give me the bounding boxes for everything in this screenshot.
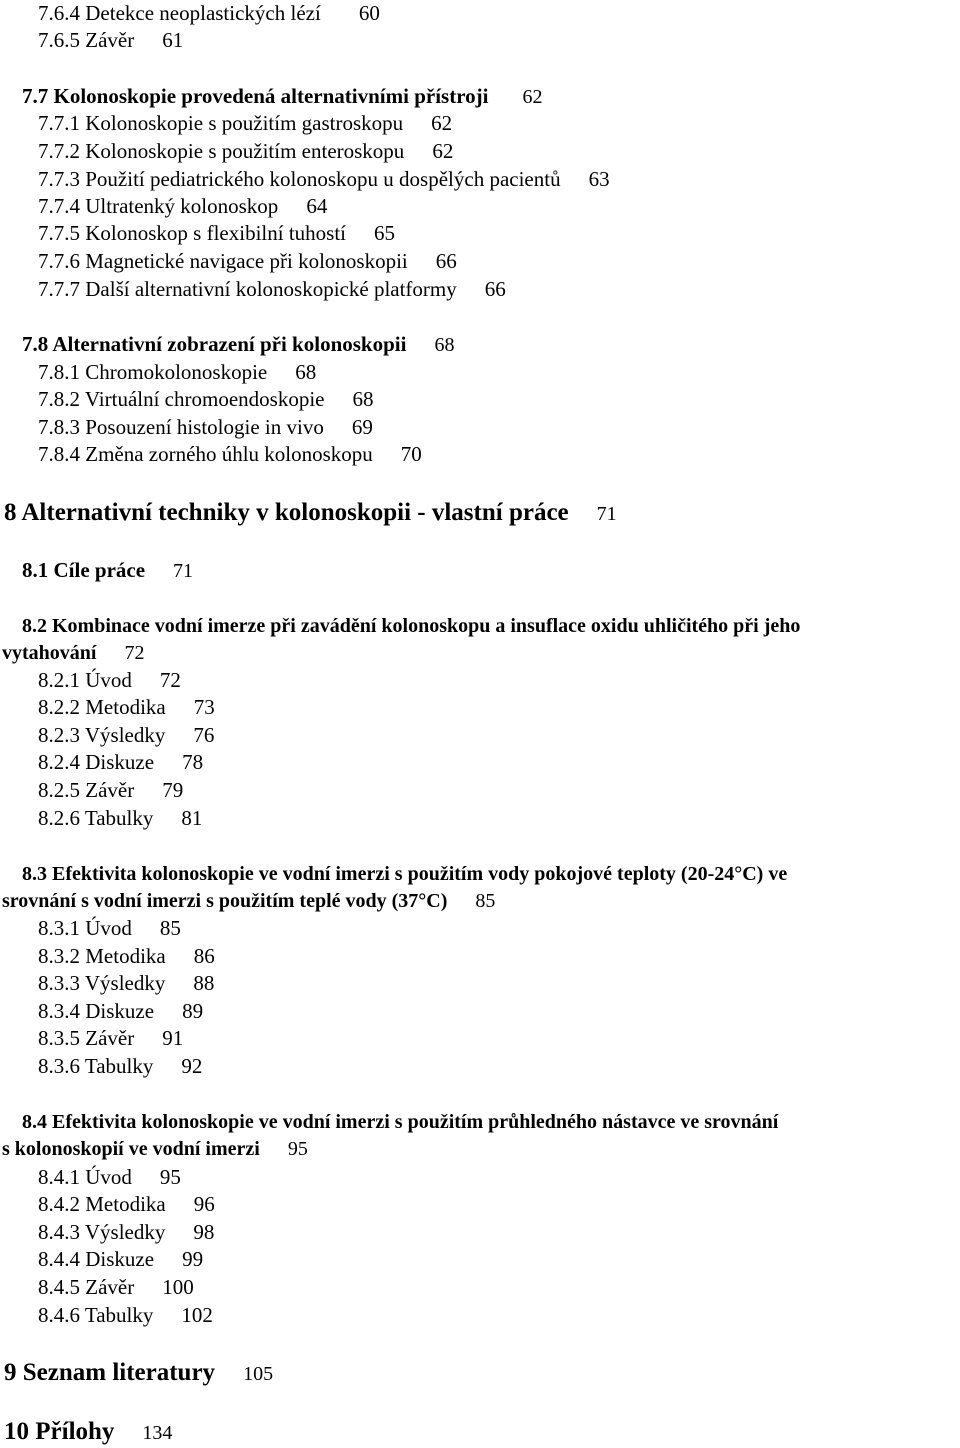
toc-number: 8.2.4 [38,750,80,774]
toc-title: Tabulky [84,1054,154,1078]
toc-entry-8-3-4[interactable] [38,1001,203,1022]
toc-entry-7-7-3[interactable] [38,169,610,190]
toc-entry-7-7-6[interactable] [38,251,457,272]
toc-title: Další alternativní kolonoskopické platformy [85,277,457,301]
toc-number: 7.7.7 [38,277,80,301]
toc-page: 72 [124,642,145,664]
toc-number: 7.6.5 [38,28,80,52]
toc-entry-8-4-5[interactable] [38,1277,194,1298]
toc-entry-8-3-3[interactable] [38,973,214,994]
toc-page: 85 [475,890,496,912]
toc-number: 7.8.4 [38,442,80,466]
toc-number: 8.4.6 [38,1303,80,1327]
toc-title-continued: vytahování [2,642,97,664]
toc-page: 134 [142,1422,173,1444]
toc-entry-8-4-1[interactable] [38,1167,181,1188]
toc-number: 7.8.2 [38,387,80,411]
toc-title: Závěr [85,28,135,52]
toc-entry-8-2-2[interactable] [38,697,215,718]
toc-entry-7-8[interactable] [22,334,454,355]
toc-number: 8.4.5 [38,1275,80,1299]
toc-title: Výsledky [84,1220,166,1244]
toc-page: 98 [193,1220,215,1244]
toc-title: Virtuální chromoendoskopie [84,387,325,411]
toc-page: 88 [193,971,215,995]
toc-entry-8-2-line1[interactable] [22,616,800,636]
toc-page: 95 [287,1138,308,1160]
toc-page: 76 [193,723,215,747]
toc-number: 8 [4,499,17,526]
toc-number: 8.3.3 [38,971,80,995]
toc-page: 72 [159,668,181,692]
toc-entry-8-3-1[interactable] [38,918,181,939]
toc-number: 8.4.3 [38,1220,80,1244]
toc-entry-8-3-6[interactable] [38,1056,202,1077]
toc-entry-8-2-line2[interactable] [2,643,144,663]
toc-title: Kolonoskopie s použitím gastroskopu [85,111,404,135]
toc-entry-7-6-4[interactable] [38,3,380,24]
toc-number: 7.8.1 [38,360,80,384]
toc-number: 8.3.1 [38,916,80,940]
toc-title: Kolonoskop s flexibilní tuhostí [85,221,347,245]
toc-entry-8-1[interactable] [22,560,193,581]
toc-page: 73 [193,695,215,719]
toc-title: Seznam literatury [22,1359,216,1386]
toc-entry-7-8-1[interactable] [38,362,316,383]
toc-page: 99 [182,1247,204,1271]
toc-number: 8.3.6 [38,1054,80,1078]
toc-entry-9[interactable] [4,1360,273,1385]
toc-number: 8.3.4 [38,999,80,1023]
toc-entry-8-2-5[interactable] [38,780,183,801]
toc-title: Použití pediatrického kolonoskopu u dospělých pacientů [85,167,561,191]
toc-title: Výsledky [84,971,166,995]
toc-entry-7-8-3[interactable] [38,417,373,438]
toc-page: 92 [181,1054,203,1078]
toc-number: 10 [4,1418,29,1445]
toc-page: 62 [431,111,453,135]
toc-title: Metodika [85,944,166,968]
toc-number: 8.4.2 [38,1192,80,1216]
toc-title: Efektivita kolonoskopie ve vodní imerzi s použitím průhledného nástavce ve srovnání [52,1111,779,1133]
toc-number: 8.3.5 [38,1026,80,1050]
toc-entry-8-3-line2[interactable] [2,891,495,911]
toc-number: 7.8.3 [38,415,80,439]
toc-number: 8.1 [22,558,49,582]
toc-page: 65 [374,221,396,245]
toc-title-continued: srovnání s vodní imerzi s použitím teplé vody (37°C) [2,890,448,912]
toc-entry-7-8-2[interactable] [38,389,373,410]
toc-entry-8-3-line1[interactable] [22,864,787,884]
toc-page: 64 [306,194,328,218]
toc-title: Závěr [85,1026,135,1050]
toc-page: 91 [162,1026,184,1050]
toc-entry-7-8-4[interactable] [38,444,422,465]
toc-page: 100 [162,1275,194,1299]
toc-entry-7-6-5[interactable] [38,30,183,51]
toc-number: 7.7.5 [38,221,80,245]
toc-title: Kolonoskopie provedená alternativními přístroji [53,84,489,108]
toc-entry-8-4-4[interactable] [38,1249,203,1270]
toc-title: Změna zorného úhlu kolonoskopu [85,442,373,466]
toc-entry-8-2-4[interactable] [38,752,203,773]
toc-entry-7-7-5[interactable] [38,223,395,244]
toc-title: Úvod [85,668,132,692]
toc-title: Diskuze [85,750,155,774]
toc-title: Alternativní techniky v kolonoskopii - vlastní práce [21,499,569,526]
toc-title: Úvod [85,1165,132,1189]
toc-title: Ultratenký kolonoskop [85,194,279,218]
toc-title: Diskuze [85,1247,155,1271]
toc-number: 8.3 [22,863,47,885]
toc-entry-8-2-3[interactable] [38,725,214,746]
toc-page: 85 [159,916,181,940]
toc-title: Chromokolonoskopie [85,360,268,384]
toc-entry-8-2-1[interactable] [38,670,181,691]
toc-title: Cíle práce [53,558,146,582]
toc-title: Úvod [85,916,132,940]
toc-page: 86 [193,944,215,968]
toc-number: 8.4.1 [38,1165,80,1189]
toc-page: 71 [596,503,617,525]
toc-entry-7-7-4[interactable] [38,196,327,217]
toc-number: 7.7.6 [38,249,80,273]
toc-page: 62 [432,139,454,163]
toc-entry-8-3-2[interactable] [38,946,215,967]
toc-number: 8.2.2 [38,695,80,719]
toc-page: 89 [182,999,204,1023]
toc-entry-7-7[interactable] [22,86,543,107]
toc-number: 7.7.4 [38,194,80,218]
toc-entry-8-4-3[interactable] [38,1222,214,1243]
toc-number: 7.7 [22,84,49,108]
toc-number: 7.6.4 [38,1,80,25]
toc-title: Metodika [85,1192,166,1216]
toc-title: Kolonoskopie s použitím enteroskopu [85,139,405,163]
toc-title: Posouzení histologie in vivo [85,415,324,439]
toc-page: 68 [295,360,317,384]
toc-entry-8-4-2[interactable] [38,1194,215,1215]
toc-title: Závěr [85,778,135,802]
toc-entry-7-7-7[interactable] [38,279,506,300]
toc-number: 8.2.6 [38,806,80,830]
toc-entry-8-4-6[interactable] [38,1305,213,1326]
toc-title: Efektivita kolonoskopie ve vodní imerzi s použitím vody pokojové teploty (20-24°C) ve [52,863,788,885]
toc-title: Diskuze [85,999,155,1023]
toc-number: 7.8 [22,332,49,356]
toc-entry-8-2-6[interactable] [38,808,202,829]
toc-page: 78 [182,750,204,774]
toc-title: Tabulky [84,806,154,830]
toc-page: 68 [434,334,455,356]
toc-title: Tabulky [84,1303,154,1327]
toc-page: 69 [351,415,373,439]
toc-title: Magnetické navigace při kolonoskopii [85,249,408,273]
toc-title: Přílohy [35,1418,115,1445]
toc-page: 81 [181,806,203,830]
toc-number: 8.4 [22,1111,47,1133]
toc-number: 8.4.4 [38,1247,80,1271]
toc-entry-7-7-2[interactable] [38,141,453,162]
toc-title: Detekce neoplastických lézí [85,1,321,25]
toc-title: Výsledky [84,723,166,747]
toc-title: Kombinace vodní imerze při zavádění kolonoskopu a insuflace oxidu uhličitého při jeho [52,615,801,637]
toc-page: 105 [243,1363,274,1385]
toc-entry-8-4-line2[interactable] [2,1139,308,1159]
toc-entry-10[interactable] [4,1419,172,1444]
toc-page: 61 [162,28,184,52]
toc-page: 62 [522,86,543,108]
toc-page: 96 [193,1192,215,1216]
toc-number: 8.2 [22,615,47,637]
toc-title-continued: s kolonoskopií ve vodní imerzi [2,1138,260,1160]
toc-number: 9 [4,1359,17,1386]
toc-number: 7.7.2 [38,139,80,163]
toc-entry-8-4-line1[interactable] [22,1112,778,1132]
toc-page: 66 [435,249,457,273]
toc-entry-8-3-5[interactable] [38,1028,183,1049]
toc-page: 66 [484,277,506,301]
toc-page: 102 [181,1303,213,1327]
toc-page: 60 [358,1,380,25]
toc-title: Metodika [85,695,166,719]
toc-entry-7-7-1[interactable] [38,113,452,134]
toc-page: 71 [173,560,194,582]
toc-entry-8[interactable] [4,500,617,525]
toc-page: 95 [159,1165,181,1189]
toc-page: 70 [400,442,422,466]
toc-title: Závěr [85,1275,135,1299]
toc-page: 68 [352,387,374,411]
toc-number: 7.7.1 [38,111,80,135]
toc-number: 8.2.3 [38,723,80,747]
toc-number: 7.7.3 [38,167,80,191]
toc-number: 8.3.2 [38,944,80,968]
toc-page: 63 [588,167,610,191]
toc-title: Alternativní zobrazení při kolonoskopii [52,332,407,356]
toc-number: 8.2.5 [38,778,80,802]
toc-number: 8.2.1 [38,668,80,692]
toc-page: 79 [162,778,184,802]
